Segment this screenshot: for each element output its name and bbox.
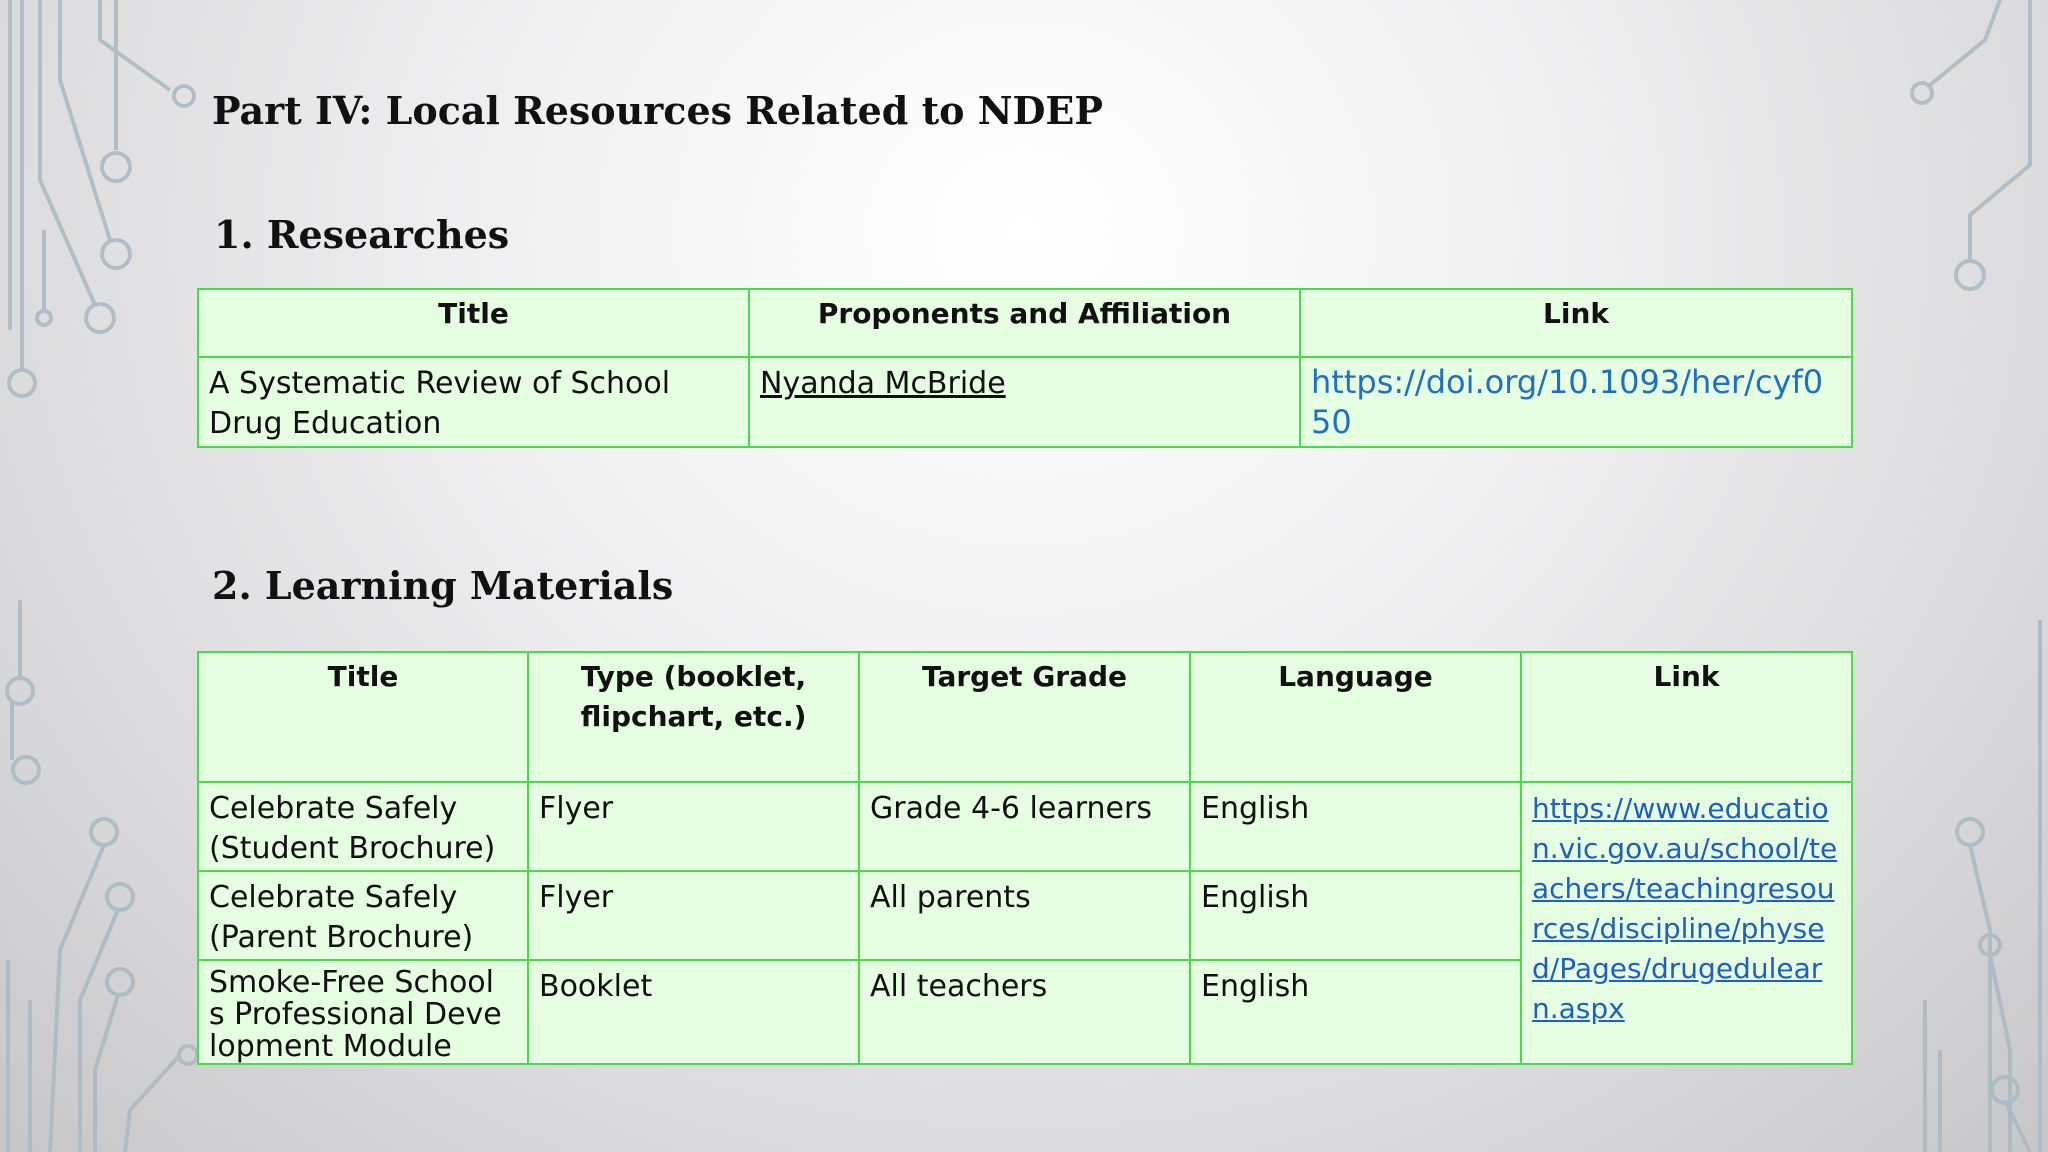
table-header-row: [198, 652, 1852, 782]
learning-materials-table: [197, 651, 1853, 1065]
header-target-grade: Target Grade: [859, 652, 1190, 782]
header-title: Title: [198, 289, 749, 357]
research-proponents-cell: [749, 357, 1300, 447]
header-link: Link: [1521, 652, 1852, 782]
material-type: Flyer: [528, 871, 859, 960]
research-title: A Systematic Review of School Drug Education: [198, 357, 749, 447]
header-title: Title: [198, 652, 528, 782]
material-target-grade: Grade 4-6 learners: [859, 782, 1190, 871]
header-type: Type (booklet, flipchart, etc.): [528, 652, 859, 782]
table-header-row: [198, 289, 1852, 357]
material-title-cell: [198, 960, 528, 1064]
material-link-cell: [1521, 782, 1852, 1064]
researches-table: [197, 288, 1853, 448]
header-link: Link: [1300, 289, 1852, 357]
material-title: Celebrate Safely (Student Brochure): [198, 782, 528, 871]
material-title: Celebrate Safely (Parent Brochure): [198, 871, 528, 960]
material-language: English: [1190, 782, 1521, 871]
proponent-link[interactable]: Nyanda McBride: [760, 366, 1006, 401]
table-row: [198, 357, 1852, 447]
table-row: [198, 782, 1852, 871]
research-link-cell: [1300, 357, 1852, 447]
slide-title: Part IV: Local Resources Related to NDEP: [212, 88, 1103, 133]
material-language: English: [1190, 871, 1521, 960]
header-language: Language: [1190, 652, 1521, 782]
learning-materials-heading: 2. Learning Materials: [212, 563, 674, 608]
material-language: English: [1190, 960, 1521, 1064]
material-type: Booklet: [528, 960, 859, 1064]
material-type: Flyer: [528, 782, 859, 871]
education-vic-link[interactable]: https://www.education.vic.gov.au/school/teachers/teachingresources/discipline/physed/Pages/drugedulearn.aspx: [1532, 792, 1838, 1025]
material-target-grade: All parents: [859, 871, 1190, 960]
researches-heading: 1. Researches: [214, 212, 510, 257]
material-target-grade: All teachers: [859, 960, 1190, 1064]
header-proponents: Proponents and Affiliation: [749, 289, 1300, 357]
material-title: Smoke-Free Schools Professional Development Module: [209, 965, 502, 1064]
doi-link[interactable]: https://doi.org/10.1093/her/cyf050: [1311, 363, 1824, 441]
